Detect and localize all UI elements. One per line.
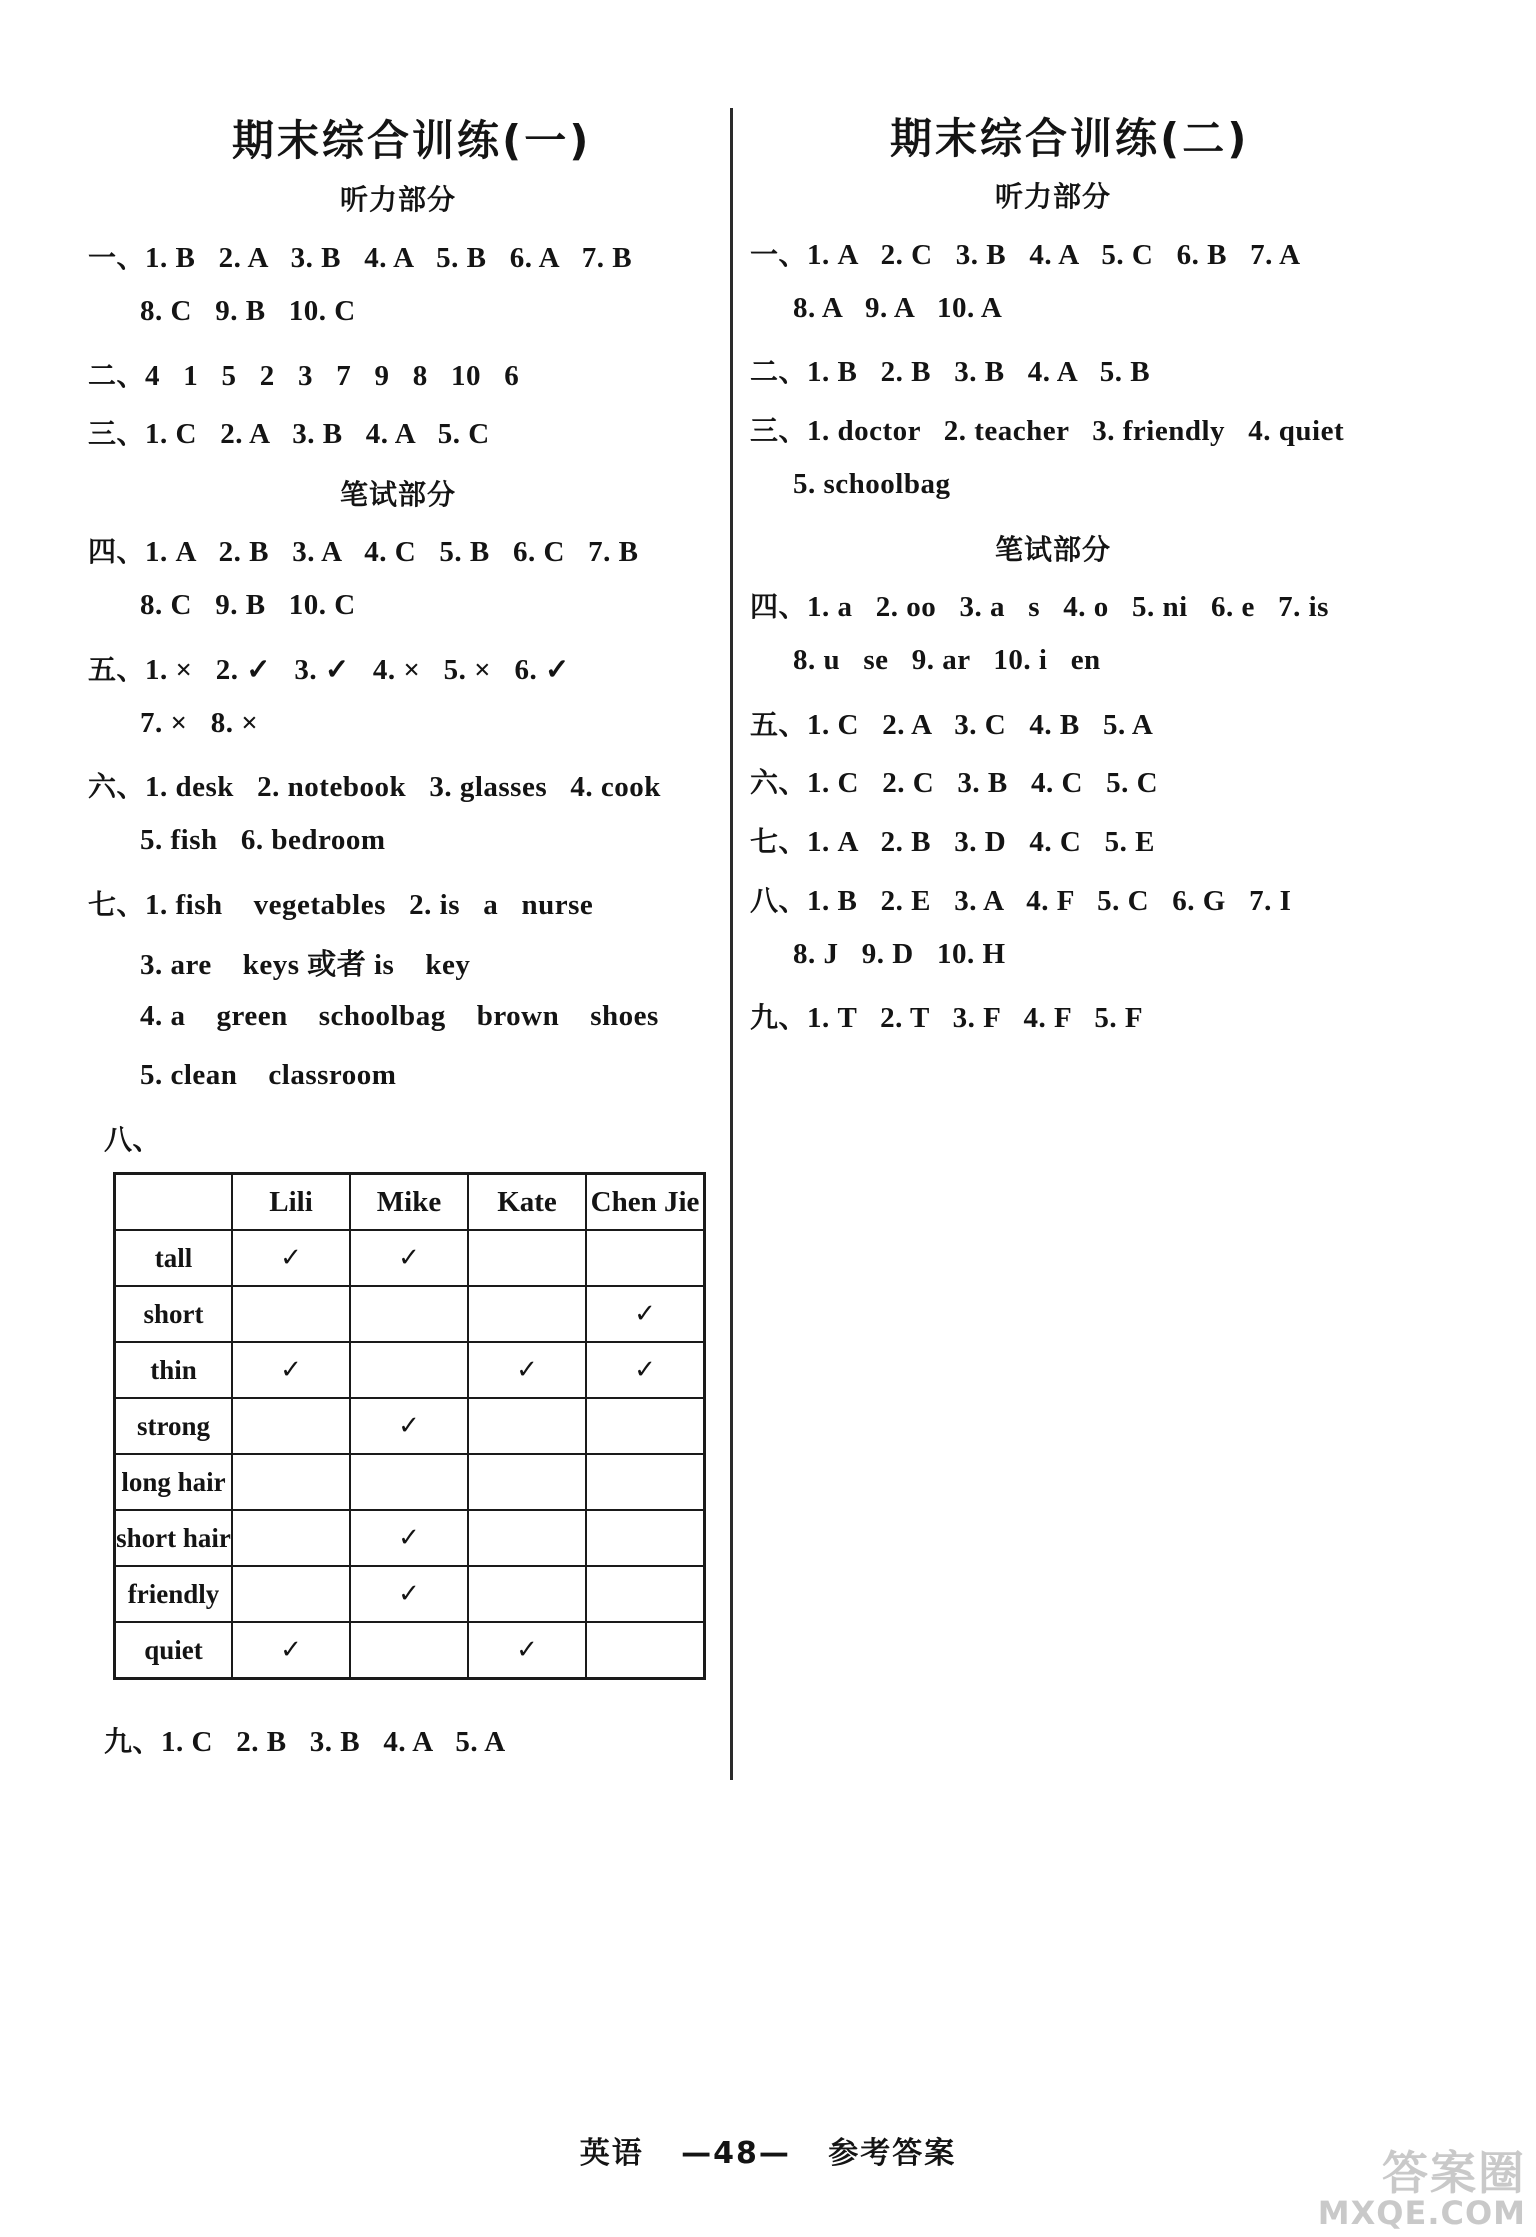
table-row — [115, 1622, 705, 1679]
left-section-1-line-1: 一、1. B 2. A 3. B 4. A 5. B 6. A 7. B — [88, 241, 633, 274]
table-header-row — [115, 1174, 705, 1231]
check-mark-cell — [468, 1286, 586, 1342]
site-watermark — [1317, 2146, 1526, 2233]
right-writing-heading: 笔试部分 — [995, 533, 1112, 566]
table-row — [115, 1398, 705, 1454]
row-label: thin — [115, 1342, 233, 1398]
left-section-3-line-1: 三、1. C 2. A 3. B 4. A 5. C — [88, 417, 490, 450]
left-section-5-line-1: 五、1. × 2. ✓ 3. ✓ 4. × 5. × 6. ✓ — [88, 653, 570, 686]
right-section-9-line-1: 九、1. T 2. T 3. F 4. F 5. F — [750, 1001, 1144, 1034]
check-mark-cell — [586, 1454, 705, 1510]
right-listening-heading: 听力部分 — [995, 180, 1112, 213]
watermark-url: MXQE.COM — [1317, 2194, 1526, 2233]
right-title: 期末综合训练(二) — [890, 114, 1250, 163]
table-header-cell — [115, 1174, 233, 1231]
check-mark-cell — [350, 1622, 468, 1679]
check-mark-cell — [586, 1230, 705, 1286]
check-mark-cell — [468, 1566, 586, 1622]
table-row — [115, 1230, 705, 1286]
check-mark-cell: ✓ — [586, 1342, 705, 1398]
table-header-cell: Lili — [232, 1174, 350, 1231]
right-section-8-line-1: 八、1. B 2. E 3. A 4. F 5. C 6. G 7. I — [750, 884, 1292, 917]
row-label: tall — [115, 1230, 233, 1286]
check-mark-cell: ✓ — [232, 1230, 350, 1286]
check-mark-cell: ✓ — [468, 1342, 586, 1398]
check-mark-cell — [232, 1566, 350, 1622]
left-listening-heading: 听力部分 — [340, 183, 457, 216]
check-mark-cell — [232, 1286, 350, 1342]
row-label: short — [115, 1286, 233, 1342]
left-section-4-line-1: 四、1. A 2. B 3. A 4. C 5. B 6. C 7. B — [88, 535, 639, 568]
table-row — [115, 1342, 705, 1398]
row-label: strong — [115, 1398, 233, 1454]
left-section-7-line-2: 3. are keys 或者 is key — [140, 949, 471, 981]
appearance-table — [113, 1172, 706, 1680]
right-section-4-line-2: 8. u se 9. ar 10. i en — [793, 644, 1101, 676]
left-title: 期末综合训练(一) — [232, 116, 592, 165]
left-section-2-line-1: 二、4 1 5 2 3 7 9 8 10 6 — [88, 359, 520, 392]
left-section-9-line-1: 九、1. C 2. B 3. B 4. A 5. A — [104, 1725, 506, 1758]
right-section-3-line-1: 三、1. doctor 2. teacher 3. friendly 4. quiet — [750, 414, 1345, 447]
row-label: long hair — [115, 1454, 233, 1510]
right-section-8-line-2: 8. J 9. D 10. H — [793, 938, 1006, 970]
page-footer: 英语 —48— 参考答案 — [579, 2136, 957, 2171]
right-section-1-line-1: 一、1. A 2. C 3. B 4. A 5. C 6. B 7. A — [750, 238, 1301, 271]
check-mark-cell — [586, 1398, 705, 1454]
right-section-4-line-1: 四、1. a 2. oo 3. a s 4. o 5. ni 6. e 7. is — [750, 590, 1329, 623]
check-mark-cell — [350, 1342, 468, 1398]
check-mark-cell — [468, 1230, 586, 1286]
row-label: friendly — [115, 1566, 233, 1622]
table-row — [115, 1454, 705, 1510]
check-mark-cell: ✓ — [232, 1342, 350, 1398]
check-mark-cell — [468, 1510, 586, 1566]
check-mark-cell: ✓ — [350, 1510, 468, 1566]
check-mark-cell — [468, 1398, 586, 1454]
check-mark-cell — [468, 1454, 586, 1510]
table-row — [115, 1510, 705, 1566]
table-row — [115, 1286, 705, 1342]
check-mark-cell: ✓ — [350, 1230, 468, 1286]
column-divider — [730, 108, 733, 1780]
check-mark-cell: ✓ — [350, 1398, 468, 1454]
table-header-cell: Chen Jie — [586, 1174, 705, 1231]
check-mark-cell: ✓ — [232, 1622, 350, 1679]
row-label: quiet — [115, 1622, 233, 1679]
left-section-8-label: 八、 — [104, 1123, 162, 1156]
left-section-7-line-1: 七、1. fish vegetables 2. is a nurse — [88, 888, 594, 921]
check-mark-cell — [350, 1454, 468, 1510]
left-section-6-line-2: 5. fish 6. bedroom — [140, 824, 386, 856]
check-mark-cell — [350, 1286, 468, 1342]
check-mark-cell — [586, 1510, 705, 1566]
right-section-6-line-1: 六、1. C 2. C 3. B 4. C 5. C — [750, 766, 1159, 799]
left-section-1-line-2: 8. C 9. B 10. C — [140, 295, 356, 327]
table-header-cell: Mike — [350, 1174, 468, 1231]
check-mark-cell — [586, 1566, 705, 1622]
left-section-6-line-1: 六、1. desk 2. notebook 3. glasses 4. cook — [88, 770, 661, 803]
left-section-7-line-3: 4. a green schoolbag brown shoes — [140, 1000, 659, 1032]
table-row — [115, 1566, 705, 1622]
left-section-7-line-4: 5. clean classroom — [140, 1059, 397, 1091]
right-section-2-line-1: 二、1. B 2. B 3. B 4. A 5. B — [750, 355, 1151, 388]
watermark-logo-text: 答案圈 — [1382, 2146, 1526, 2201]
check-mark-cell: ✓ — [586, 1286, 705, 1342]
left-writing-heading: 笔试部分 — [340, 478, 457, 511]
left-section-5-line-2: 7. × 8. × — [140, 707, 259, 739]
check-mark-cell — [232, 1510, 350, 1566]
check-mark-cell: ✓ — [350, 1566, 468, 1622]
right-section-7-line-1: 七、1. A 2. B 3. D 4. C 5. E — [750, 825, 1155, 858]
check-mark-cell — [232, 1454, 350, 1510]
right-section-3-line-2: 5. schoolbag — [793, 468, 951, 500]
check-mark-cell — [232, 1398, 350, 1454]
left-section-4-line-2: 8. C 9. B 10. C — [140, 589, 356, 621]
table-header-cell: Kate — [468, 1174, 586, 1231]
row-label: short hair — [115, 1510, 233, 1566]
right-section-1-line-2: 8. A 9. A 10. A — [793, 292, 1003, 324]
check-mark-cell: ✓ — [468, 1622, 586, 1679]
right-section-5-line-1: 五、1. C 2. A 3. C 4. B 5. A — [750, 708, 1154, 741]
check-mark-cell — [586, 1622, 705, 1679]
